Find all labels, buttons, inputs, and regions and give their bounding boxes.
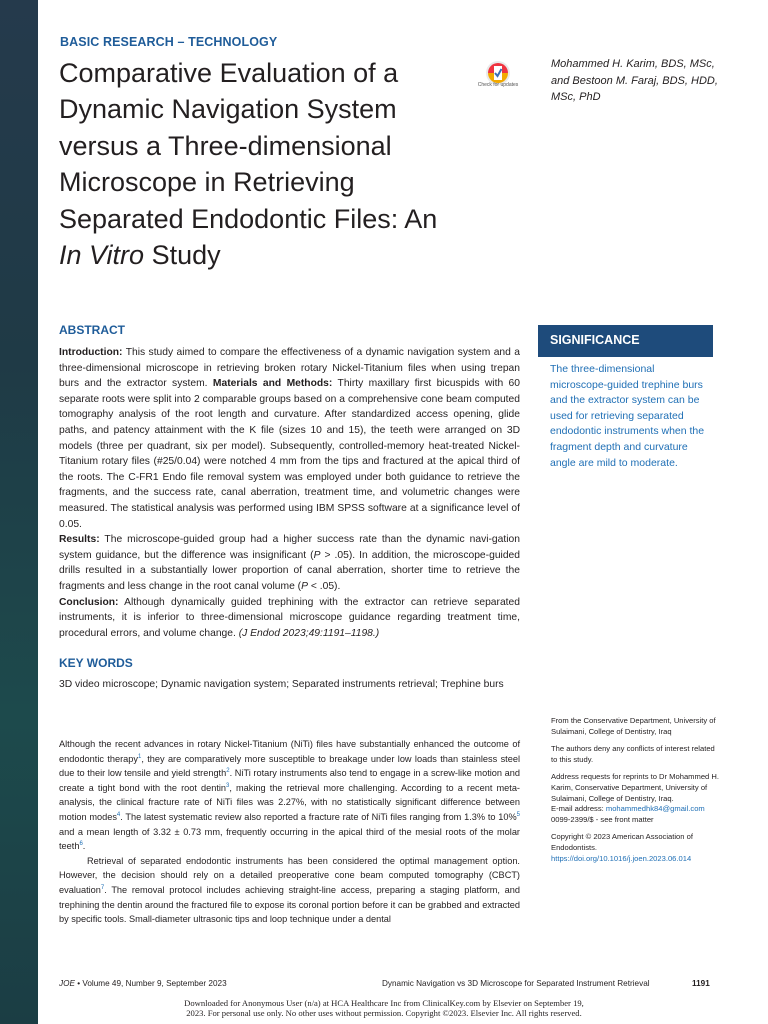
check-for-updates-icon[interactable] [479,60,517,98]
body-text-run: . The latest systematic review also reported a fracture rate of NiTi files ranging from 1.3% to 10% [120,811,517,822]
reference-link[interactable]: 1 [137,753,142,760]
body-text-run: Retrieval of separated endodontic instruments has been considered the optimal management option. However, the decision should rely on a detailed preoperative cone beam computed tomography (CBCT) evaluation [59,855,520,895]
significance-text: The three-dimensional microscope-guided trephine burs and the extractor system can be used for retrieving separated endodontic instruments when the fragment depth and curvature angle are mild to moderate. [550,363,705,469]
abstract-results-text-3: < .05). [308,580,341,592]
abstract-intro-text: This study aimed to compare the effectiveness of a dynamic navigation system and a three-dimensional microscope in retrieving broken rotary Nickel-Titanium files when using trepan burs and the extractor system. [59,347,520,390]
reprints-note [551,772,721,825]
reference-link[interactable]: 4 [116,811,121,818]
body-text-run: , making the retrieval more challenging. According to a recent meta-analysis, the clinical fracture rate of NiTi files was 2.27%, with no statistically significant difference between motion modes [59,782,520,822]
abstract-conclusion-label: Conclusion: [59,596,119,608]
abstract-citation: (J Endod 2023;49:1191–1198.) [238,627,380,639]
title-italic: In Vitro [59,240,145,271]
download-notice [0,998,768,1018]
section-label: BASIC RESEARCH – TECHNOLOGY [60,35,278,49]
reference-link[interactable]: 2 [226,768,230,775]
issue-info: • Volume 49, Number 9, September 2023 [74,979,227,988]
body-text-run: Although the recent advances in rotary Nickel-Titanium (NiTi) files have substantially enhanced the outcome of endodontic therapy [59,739,520,764]
abstract-methods-text: Thirty maxillary first bicuspids with 60 separate roots were split into 2 comparable groups based on a comprehensive cone beam computed tomography analysis of the root length and curvature. After standardized access opening, glide paths, and patency attainment with the K file (sizes 10 and 15), the teeth were arranged on 3D models (three per quadrant, six per model). Subsequently, controlled-memory heat-treated Nickel-Titanium rotary files (#25/0.04) were notched 4 mm from the tips and fractured at the apical third of the roots. The C-FR1 Endo file removal system was employed under both guidance to retrieve the fragments, and the success rate, canal aberration, treatment time, and volumetric changes were measured. The statistical analysis was performed using IBM SPSS software at a significance level of 0.05. [59,378,520,530]
page-number: 1191 [692,979,710,988]
abstract-intro-label: Introduction: [59,347,123,358]
abstract-methods-label: Materials and Methods: [212,378,333,390]
p-value-symbol: P [313,549,321,561]
copyright-text: Copyright © 2023 American Association of Endodontists. [551,832,693,852]
reprints-text: Address requests for reprints to Dr Mohammed H. Karim, Conservative Department, University of Sulaimani, College of Dentistry, Iraq. [551,772,719,803]
copyright-note [551,832,721,864]
journal-abbrev: JOE [59,979,75,988]
article-title [59,55,459,273]
introduction-body [59,737,520,927]
reference-link[interactable]: 3 [226,782,230,789]
body-paragraph [59,854,520,927]
download-notice-line: 2023. For personal use only. No other uses without permission. Copyright ©2023. Elsevier Inc. All rights reserved. [186,1008,582,1018]
body-text-run: , they are comparatively more susceptible to breakage under low loads than stainless steel due to their low tensile and yield strength [59,753,520,779]
body-text-run: . NiTi rotary instruments also tend to engage in a screw-like motion and create a tight bond with the root dentin [59,768,520,793]
abstract-conclusion-text: Although dynamically guided trephining with the extractor can retrieve separated instruments, it is inferior to three-dimensional microscope guidance regarding treatment time, procedural errors, and volume change. [59,596,520,639]
title-end: Study [144,240,221,271]
body-text-run: and a mean length of 3.32 ± 0.73 mm, frequently occurring in the apical third of the mesial roots of the molar teeth [59,826,520,852]
affiliation-note: From the Conservative Department, University of Sulaimani, College of Dentistry, Iraq [551,716,716,736]
conflicts-note: The authors deny any conflicts of interest related to this study. [551,744,715,764]
email-label: E-mail address: [551,804,606,814]
abstract-results-text-2: > .05). In addition, the microscope-guided drills resulted in a substantially lower proportion of canal aberration, shorter time to retrieve the fragments and less change in the root canal volume ( [59,549,521,592]
abstract-results-text-1: The microscope-guided group had a higher success rate than the dynamic navi-gation system guidance, but the difference was insignificant ( [59,534,520,561]
body-paragraph [59,737,520,854]
journal-side-strip [0,0,38,1024]
email-link[interactable]: mohammedhk84@gmail.com [605,804,705,814]
keywords-text: 3D video microscope; Dynamic navigation system; Separated instruments retrieval; Trephine burs [59,679,504,690]
abstract-text [59,345,520,641]
issn-note: 0099-2399/$ - see front matter [551,814,654,824]
reference-link[interactable]: 7 [100,884,105,891]
download-notice-line: Downloaded for Anonymous User (n/a) at HCA Healthcare Inc from ClinicalKey.com by Elsevier on September 19, [184,998,584,1008]
footer-journal-info [59,979,227,988]
body-text-run: . The removal protocol includes achieving straight-line access, preparing a staging platform, and trephining the dentin around the fractured file to expose its coronal portion before it can be grabbed and extracted by specific tools. Small-diameter ultrasonic tips and loop technique under a dental [59,884,520,925]
abstract-results-label: Results: [59,534,100,546]
significance-heading: SIGNIFICANCE [538,325,713,357]
keywords-heading: KEY WORDS [59,656,133,670]
check-for-updates-label: Check for updates [477,82,519,88]
doi-link[interactable]: https://doi.org/10.1016/j.joen.2023.06.014 [551,853,692,863]
article-sidenotes [551,716,721,871]
reference-link[interactable]: 6 [79,841,83,848]
body-text-run: . [82,841,86,852]
running-title: Dynamic Navigation vs 3D Microscope for Separated Instrument Retrieval [382,979,650,988]
author-list: Mohammed H. Karim, BDS, MSc, and Bestoon M. Faraj, BDS, HDD, MSc, PhD [551,58,718,103]
abstract-heading: ABSTRACT [59,323,125,337]
p-value-symbol: P [301,580,308,592]
title-main: Comparative Evaluation of a Dynamic Navigation System versus a Three-dimensional Microscope in Retrieving Separated Endodontic Files: An [59,58,438,234]
reference-link[interactable]: 5 [516,811,520,818]
